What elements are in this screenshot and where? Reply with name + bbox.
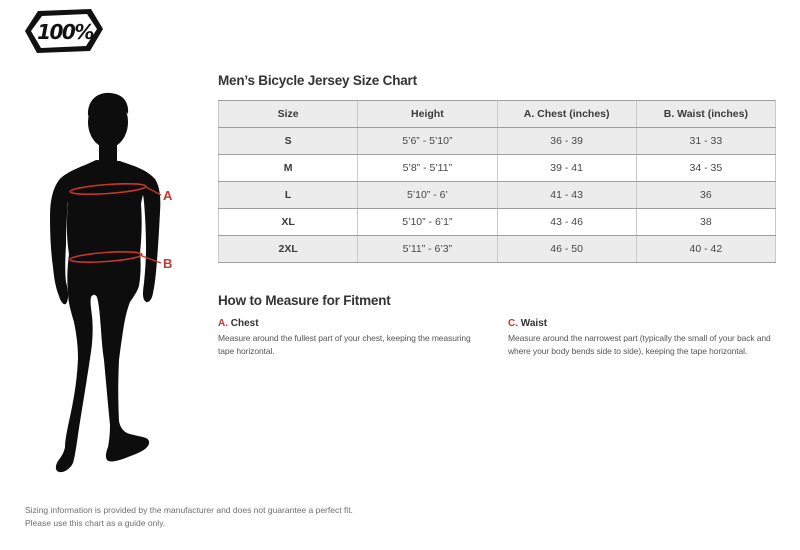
measure-item-waist-title xyxy=(508,318,774,329)
cell-waist: 36 xyxy=(636,182,775,209)
logo-text: 100% xyxy=(37,20,93,44)
cell-chest: 41 - 43 xyxy=(497,182,636,209)
table-row-2xl xyxy=(219,236,776,263)
cell-waist: 38 xyxy=(636,209,775,236)
cell-height: 5’10” - 6’1” xyxy=(358,209,497,236)
measure-name-chest: Chest xyxy=(230,318,259,329)
cell-size: L xyxy=(219,182,358,209)
table-header-row xyxy=(219,101,776,128)
cell-size: 2XL xyxy=(219,236,358,263)
measure-item-chest xyxy=(218,318,480,358)
waist-label-b: B xyxy=(163,256,173,271)
cell-height: 5’6” - 5’10” xyxy=(358,128,497,155)
table-row-l xyxy=(219,182,776,209)
cell-waist: 34 - 35 xyxy=(636,155,775,182)
cell-size: M xyxy=(219,155,358,182)
column-header-height: Height xyxy=(358,101,497,128)
table-row-xl xyxy=(219,209,776,236)
cell-chest: 36 - 39 xyxy=(497,128,636,155)
cell-size: S xyxy=(219,128,358,155)
page-title: Men’s Bicycle Jersey Size Chart xyxy=(218,73,417,88)
cell-chest: 43 - 46 xyxy=(497,209,636,236)
measure-section-heading: How to Measure for Fitment xyxy=(218,293,391,308)
measure-description-waist: Measure around the narrowest part (typically the small of your back and where your body bends side to side), keeping the tape horizontal. xyxy=(508,333,771,357)
cell-height: 5’8” - 5’11” xyxy=(358,155,497,182)
sizing-disclaimer xyxy=(25,504,353,530)
column-header-chest: A. Chest (inches) xyxy=(497,101,636,128)
table-row-s xyxy=(219,128,776,155)
chest-label-a: A xyxy=(163,188,173,203)
measure-item-waist xyxy=(508,318,774,358)
column-header-size: Size xyxy=(219,101,358,128)
cell-waist: 40 - 42 xyxy=(636,236,775,263)
cell-chest: 46 - 50 xyxy=(497,236,636,263)
cell-chest: 39 - 41 xyxy=(497,155,636,182)
measure-name-waist: Waist xyxy=(520,318,548,329)
cell-height: 5’10” - 6’ xyxy=(358,182,497,209)
column-header-waist: B. Waist (inches) xyxy=(636,101,775,128)
figure-torso-legs xyxy=(56,160,153,472)
cell-height: 5’11” - 6’3” xyxy=(358,236,497,263)
body-silhouette-figure xyxy=(40,90,180,480)
brand-logo-100percent-icon xyxy=(25,8,103,54)
disclaimer-line-2: Please use this chart as a guide only. xyxy=(25,518,166,529)
cell-size: XL xyxy=(219,209,358,236)
disclaimer-line-1: Sizing information is provided by the manufacturer and does not guarantee a perfect fit. xyxy=(25,505,353,515)
table-row-m xyxy=(219,155,776,182)
measure-key-a: A. xyxy=(218,318,228,329)
measure-description-chest: Measure around the fullest part of your chest, keeping the measuring tape horizontal. xyxy=(218,333,471,357)
cell-waist: 31 - 33 xyxy=(636,128,775,155)
measure-item-chest-title xyxy=(218,318,480,329)
size-chart-table xyxy=(218,100,776,263)
measure-key-c: C. xyxy=(508,318,518,329)
